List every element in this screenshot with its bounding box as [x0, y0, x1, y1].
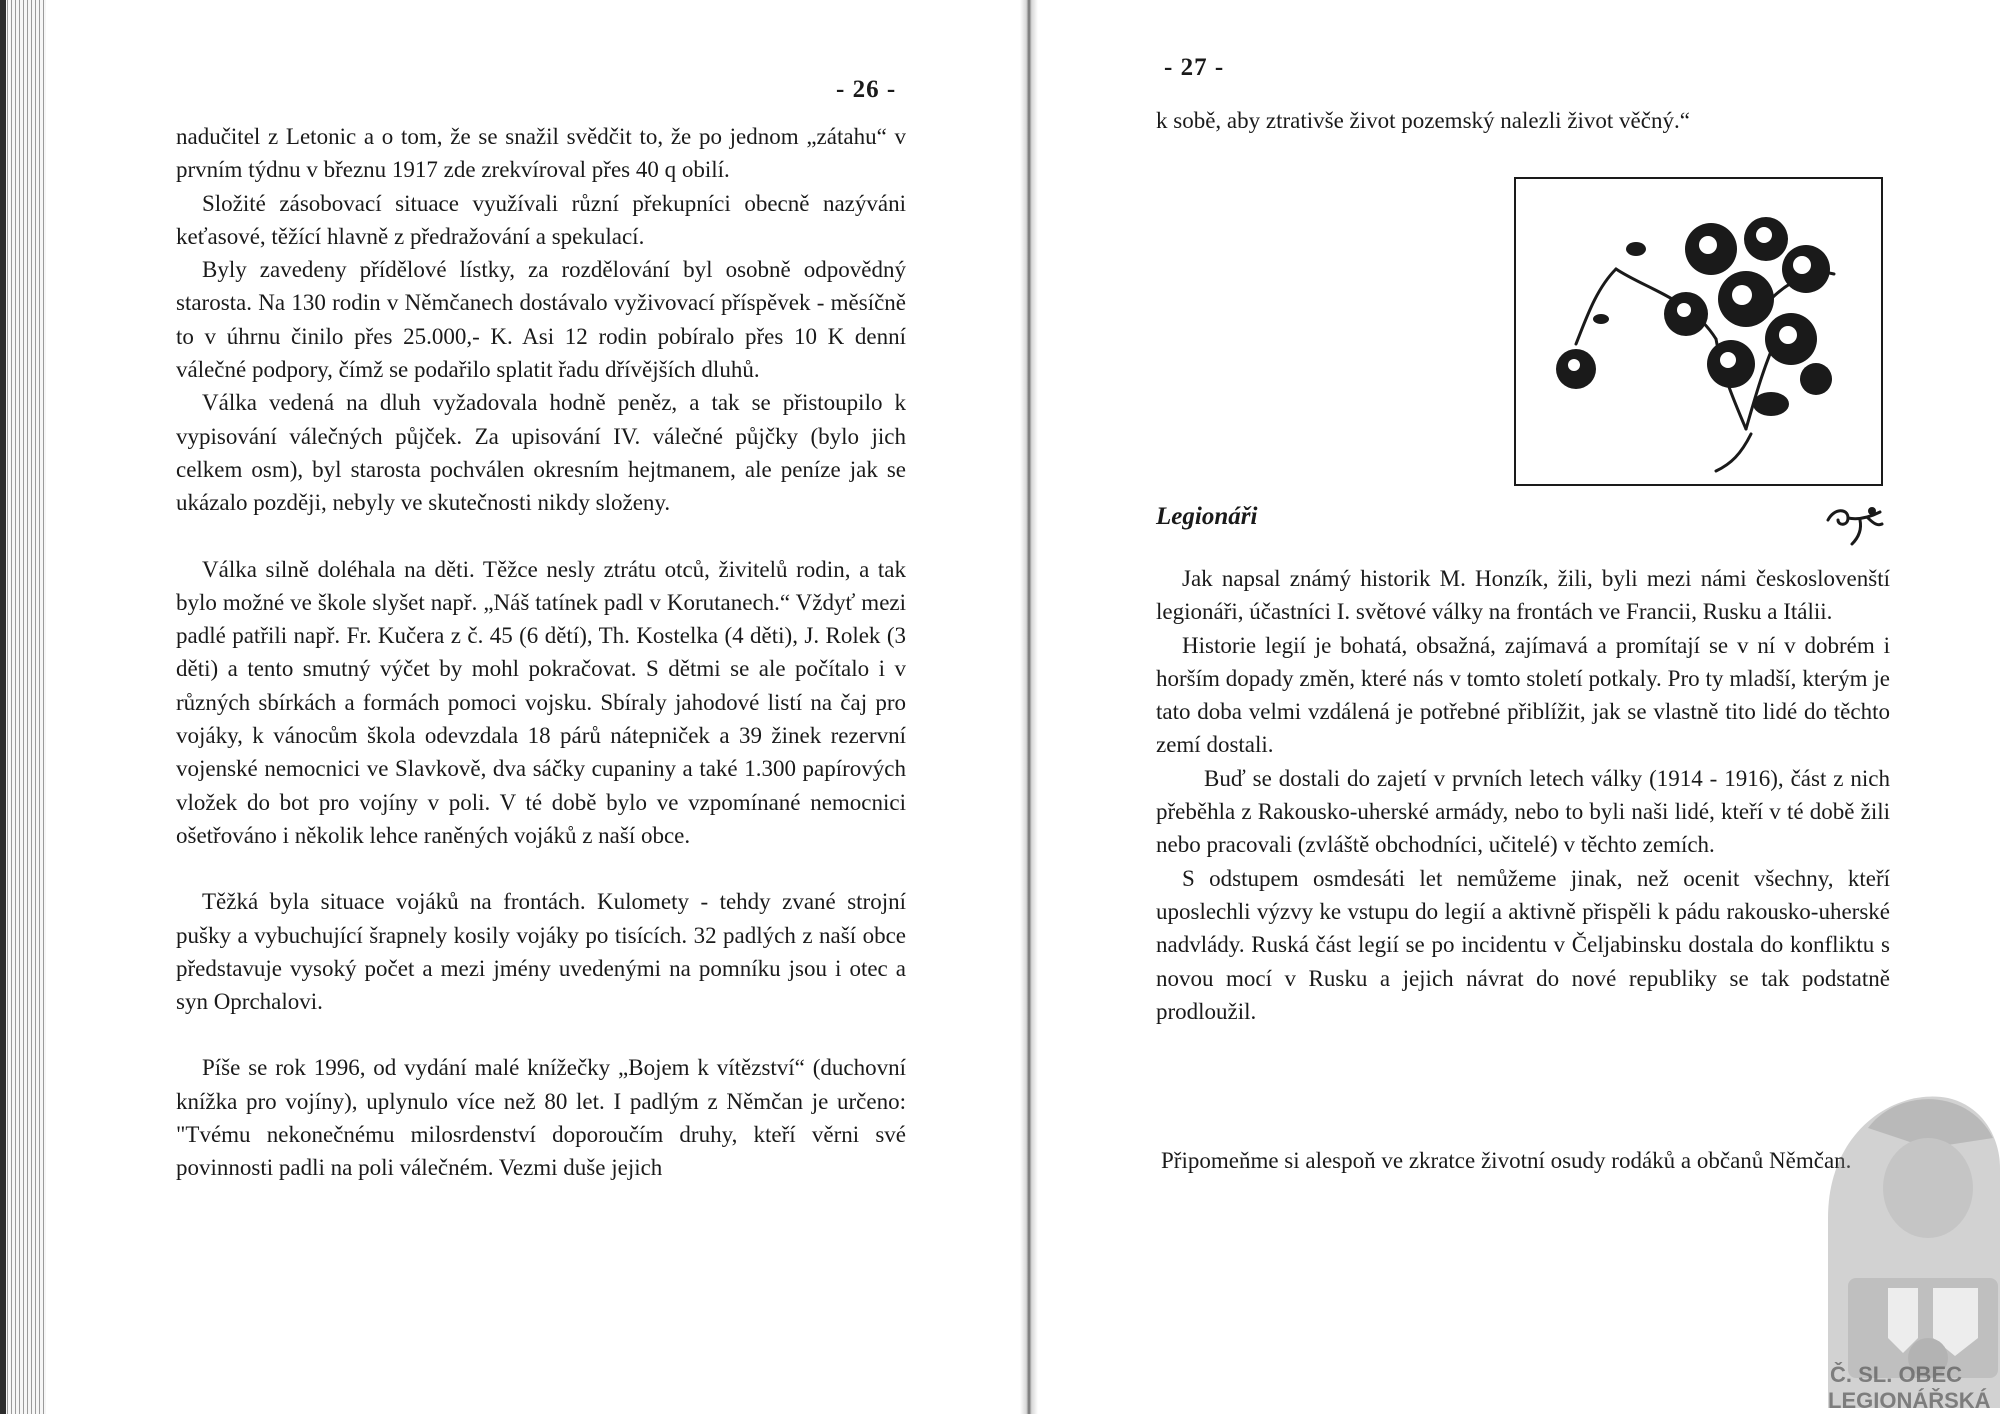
- page-number-left: - 26 -: [836, 76, 897, 103]
- paragraph: Válka vedená na dluh vyžadovala hodně peněz, a tak se přistoupilo k vypisování válečných půjček. Za upisování IV. válečné půjčky (bylo jich celkem osm), byl starosta pochválen okresním hejtmanem, ale peníze jak se ukázalo později, nebyly ve skutečnosti nikdy složeny.: [176, 390, 906, 516]
- section-title: Legionáři: [1156, 503, 1258, 530]
- logo-text-bottom: LEGIONÁŘSKÁ: [1828, 1388, 1991, 1413]
- flourish-ornament-icon: [1824, 502, 1886, 548]
- paragraph: S odstupem osmdesáti let nemůžeme jinak, než ocenit všechny, kteří uposlechli výzvy ke vstupu do legií a aktivně přispěli k pádu rakousko-uherské nadvlády. Ruská část legií se po incidentu v Čeljabinsku dostala do konfliktu s novou mocí v Rusku a jejich návrat do nové republiky se tak podstatně prodloužil.: [1156, 865, 1890, 1024]
- paragraph: Historie legií je bohatá, obsažná, zajímavá a promítají se v ní v dobrém i horším dopady změn, které nás v tomto století potkaly. Pro ty mladší, kterým je tato doba velmi vzdálená je potřebné přiblížit, jak se vlastně tito lidé do těchto zemí dostali.: [1156, 632, 1890, 758]
- paragraph: Buď se dostali do zajetí v prvních letech války (1914 - 1916), část z nich přeběhla z Rakousko-uherské armády, nebo to byli naši lidé, kteří v té době žili nebo pracovali (zvláště obchodníci, učitelé) v těchto zemích.: [1156, 765, 1890, 858]
- paragraph: Těžká byla situace vojáků na frontách. Kulomety - tehdy zvané strojní pušky a vybuchující šrapnely kosily vojáky po tisících. 32 padlých z naší obce představuje vysoký počet a mezi jmény uvedenými na pomníku jsou i otec a syn Oprchalovi.: [176, 889, 906, 1015]
- paragraph: Složité zásobovací situace využívali různí překupníci obecně nazýváni keťasové, těžící hlavně z předražování a spekulací.: [176, 190, 906, 249]
- rose-bouquet-illustration: [1514, 177, 1883, 486]
- paragraph: k sobě, aby ztrativše život pozemský nalezli život věčný.“: [1156, 108, 1690, 133]
- paragraph: Válka silně doléhala na děti. Těžce nesly ztrátu otců, živitelů rodin, a tak bylo možné ve škole slyšet např. „Náš tatínek padl v Korutanech.“ Vždyť mezi padlé patřili např. Fr. Kučera z č. 45 (6 dětí), Th. Kostelka (4 děti), J. Rolek (3 děti) a tento smutný výčet by mohl pokračovat. S dětmi se ale počítalo i v různých sbírkách a formách pomoci vojsku. Sbíraly jahodové listí na čaj pro vojáky, k vánocům škola odevzdala 18 párů nátepniček a 39 žinek rezervní vojenské nemocnici ve Slavkově, dva sáčky cupaniny a také 1.300 papírových vložek do bot pro vojíny v poli. V té době bylo ve vzpomínané nemocnici ošetřováno i několik lehce raněných vojáků z naší obce.: [176, 556, 906, 848]
- paragraph: Jak napsal známý historik M. Honzík, žili, byli mezi námi českoslovenští legionáři, účastníci I. světové války na frontách ve Francii, Rusku a Itálii.: [1156, 566, 1890, 625]
- legion-society-logo: [1808, 1068, 2000, 1414]
- logo-text-top: Č. SL. OBEC: [1830, 1362, 1963, 1387]
- paragraph: Byly zavedeny přídělové lístky, za rozdělování byl osobně odpovědný starosta. Na 130 rodin v Němčanech dostávalo vyživovací příspěvek - měsíčně to v úhrnu činilo přes 25.000,- K. Asi 12 rodin pobíralo přes 10 K denní válečné podpory, čímž se podařilo splatit řadu dřívějších dluhů.: [176, 257, 906, 383]
- left-page-text: [176, 120, 906, 1185]
- book-gutter: [1020, 0, 1038, 1414]
- right-page-text: [1156, 562, 1890, 1028]
- paragraph: Píše se rok 1996, od vydání malé knížečky „Bojem k vítězství“ (duchovní knížka pro vojíny), uplynulo více než 80 let. I padlým z Němčan je určeno: "Tvému nekonečnému milosrdenství doporoučím druhy, kteří věrni své povinnosti padli na poli válečném. Vezmi duše jejich: [176, 1055, 906, 1181]
- page-number-right: - 27 -: [1164, 54, 1225, 81]
- rose-bouquet-icon: [1516, 179, 1881, 484]
- left-page: [46, 0, 1020, 1414]
- legionnaire-emblem-icon: [1808, 1068, 2000, 1414]
- intro-line: [1156, 104, 1890, 137]
- closing-line: Připomeňme si alespoň ve zkratce životní osudy rodáků a občanů Němčan.: [1161, 1148, 1852, 1173]
- paragraph: nadučitel z Letonic a o tom, že se snažil svědčit to, že po jednom „zátahu“ v prvním týdnu v březnu 1917 zde zrekvíroval přes 40 q obilí.: [176, 124, 906, 183]
- page-edges: [0, 0, 46, 1414]
